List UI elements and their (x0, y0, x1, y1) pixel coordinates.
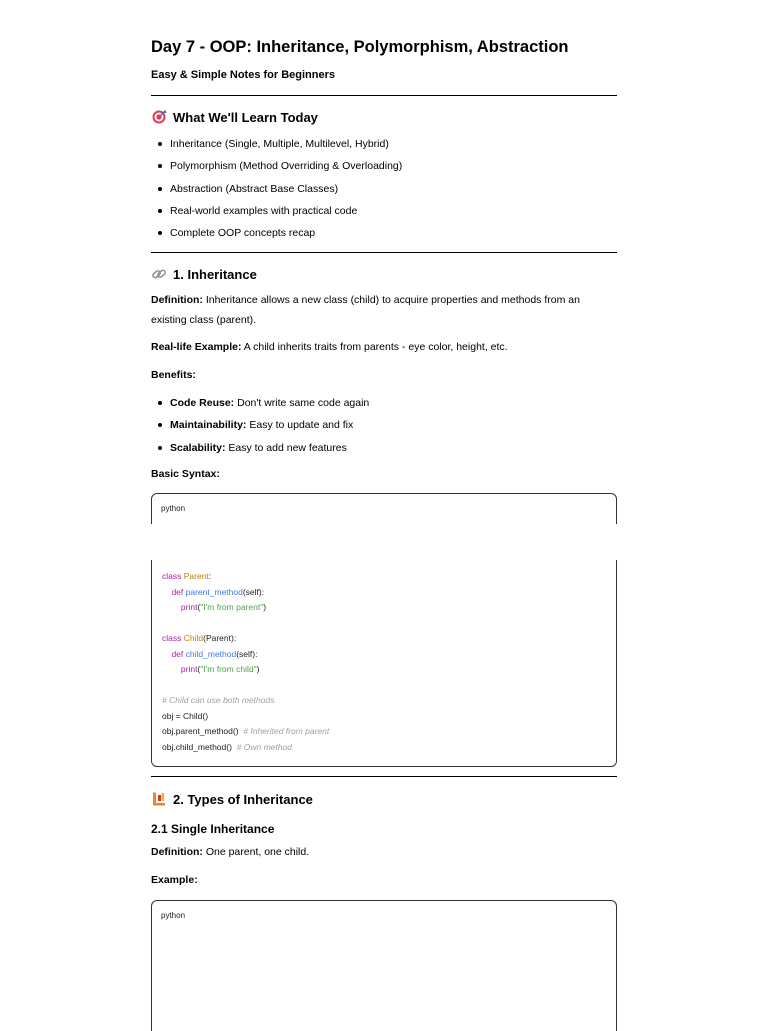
divider (151, 776, 617, 777)
target-icon (151, 109, 167, 125)
tree-icon (151, 791, 167, 807)
section-heading-text: 2. Types of Inheritance (173, 791, 313, 807)
code-block-header (151, 900, 617, 1031)
benefits-label: Benefits: (151, 369, 196, 381)
page-title: Day 7 - OOP: Inheritance, Polymorphism, Abstraction (151, 38, 569, 56)
definition-text: Inheritance allows a new class (child) to acquire properties and methods from an existing class (parent). (151, 294, 580, 326)
list-item: Code Reuse: Don't write same code again (151, 395, 617, 417)
list-item: Polymorphism (Method Overriding & Overloading) (151, 158, 617, 180)
code-block (151, 560, 617, 767)
example-paragraph (151, 338, 617, 358)
learn-list (151, 136, 617, 247)
list-item: Inheritance (Single, Multiple, Multilevel, Hybrid) (151, 136, 617, 158)
list-item: Complete OOP concepts recap (151, 225, 617, 247)
section-heading-text: 1. Inheritance (173, 266, 257, 282)
code-language-label: python (161, 504, 186, 513)
link-icon (151, 266, 167, 282)
example-label: Example: (151, 874, 198, 886)
syntax-label: Basic Syntax: (151, 468, 220, 480)
definition-text: One parent, one child. (202, 846, 310, 858)
section-heading-types (151, 791, 313, 807)
definition-label: Definition: (151, 846, 203, 858)
definition-paragraph (151, 291, 617, 330)
list-item: Maintainability: Easy to update and fix (151, 417, 617, 439)
section-heading-text: What We'll Learn Today (173, 109, 318, 125)
subsection-heading: 2.1 Single Inheritance (151, 822, 275, 836)
divider (151, 252, 617, 253)
list-item: Scalability: Easy to add new features (151, 440, 617, 462)
section-heading-learn (151, 109, 318, 125)
divider (151, 95, 617, 96)
page-subtitle: Easy & Simple Notes for Beginners (151, 69, 335, 81)
list-item: Abstraction (Abstract Base Classes) (151, 181, 617, 203)
code-content: class Parent: def parent_method(self): print("I'm from parent") class Child(Parent): def child_method(self): print("I'm from child") # Child can use both methods obj = Child() obj.parent_method() # Inherited from parent obj.child_method() # Own method (162, 571, 330, 752)
code-block-header (151, 493, 617, 524)
benefits-list (151, 395, 617, 462)
definition-label: Definition: (151, 294, 203, 306)
section-heading-inheritance (151, 266, 257, 282)
example-text: A child inherits traits from parents - eye color, height, etc. (241, 341, 508, 353)
example-label: Real-life Example: (151, 341, 242, 353)
list-item: Real-world examples with practical code (151, 203, 617, 225)
code-language-label: python (161, 911, 186, 920)
definition-paragraph (151, 843, 617, 863)
